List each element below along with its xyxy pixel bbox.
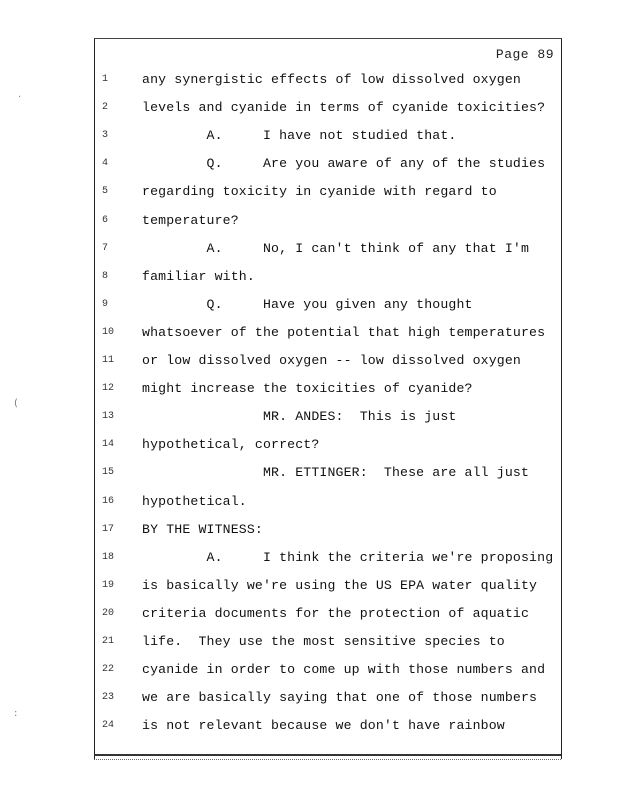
transcript-line bbox=[0, 435, 618, 455]
line-text: familiar with. bbox=[142, 268, 255, 284]
line-number: 6 bbox=[102, 214, 109, 226]
line-text: whatsoever of the potential that high temperatures bbox=[142, 324, 546, 340]
transcript-line bbox=[0, 407, 618, 427]
line-number: 8 bbox=[102, 270, 109, 282]
line-text: Q. Are you aware of any of the studies bbox=[142, 156, 546, 172]
transcript-line bbox=[0, 548, 618, 568]
line-number: 9 bbox=[102, 298, 109, 310]
line-number: 15 bbox=[102, 467, 115, 479]
scan-mark: ( bbox=[14, 398, 18, 409]
line-number: 7 bbox=[102, 242, 109, 254]
line-number: 13 bbox=[102, 411, 115, 423]
line-text: life. They use the most sensitive species to bbox=[142, 634, 505, 649]
scan-mark: : bbox=[14, 708, 18, 719]
transcript-line bbox=[0, 154, 618, 174]
line-number: 3 bbox=[102, 130, 109, 142]
transcript-line bbox=[0, 70, 618, 90]
line-text: levels and cyanide in terms of cyanide toxicities? bbox=[142, 100, 546, 116]
line-text: is basically we're using the US EPA water quality bbox=[142, 577, 538, 593]
line-number: 16 bbox=[102, 495, 115, 507]
line-number: 24 bbox=[102, 720, 115, 732]
line-number: 10 bbox=[102, 326, 115, 338]
page-bottom-rule bbox=[94, 754, 561, 756]
line-text: Q. Have you given any thought bbox=[142, 296, 473, 312]
transcript-line bbox=[0, 98, 618, 118]
transcript-line bbox=[0, 716, 618, 736]
line-text: hypothetical. bbox=[142, 493, 247, 509]
line-text: we are basically saying that one of those numbers bbox=[142, 690, 538, 706]
line-number: 14 bbox=[102, 439, 115, 451]
line-text: any synergistic effects of low dissolved oxygen bbox=[142, 72, 521, 87]
transcript-line bbox=[0, 351, 618, 371]
line-number: 20 bbox=[102, 607, 115, 619]
transcript-line bbox=[0, 632, 618, 652]
line-number: 4 bbox=[102, 158, 109, 170]
transcript-line bbox=[0, 295, 618, 315]
transcript-line bbox=[0, 463, 618, 483]
line-text: A. I think the criteria we're proposing bbox=[142, 549, 554, 565]
line-number: 23 bbox=[102, 692, 115, 704]
line-number: 2 bbox=[102, 102, 109, 114]
transcript-line bbox=[0, 239, 618, 259]
line-number: 21 bbox=[102, 636, 115, 647]
line-text: A. I have not studied that. bbox=[142, 128, 457, 144]
scan-mark: · bbox=[18, 92, 22, 103]
line-text: regarding toxicity in cyanide with regard to bbox=[142, 184, 497, 200]
line-text: MR. ETTINGER: These are all just bbox=[142, 465, 530, 481]
transcript-line bbox=[0, 267, 618, 287]
line-number: 1 bbox=[102, 74, 109, 85]
line-number: 11 bbox=[102, 355, 115, 366]
line-text: or low dissolved oxygen -- low dissolved oxygen bbox=[142, 353, 521, 368]
line-text: might increase the toxicities of cyanide? bbox=[142, 381, 473, 397]
line-text: A. No, I can't think of any that I'm bbox=[142, 240, 530, 256]
line-number: 12 bbox=[102, 383, 115, 395]
transcript-line bbox=[0, 492, 618, 512]
line-text: BY THE WITNESS: bbox=[142, 521, 263, 537]
transcript-line bbox=[0, 182, 618, 202]
transcript-line bbox=[0, 660, 618, 680]
page-bottom-rule-dotted bbox=[94, 759, 561, 760]
transcript-line bbox=[0, 520, 618, 540]
line-text: temperature? bbox=[142, 212, 239, 228]
transcript-line bbox=[0, 211, 618, 231]
line-text: is not relevant because we don't have rainbow bbox=[142, 718, 505, 734]
transcript-line bbox=[0, 126, 618, 146]
transcript-line bbox=[0, 604, 618, 624]
transcript-line bbox=[0, 323, 618, 343]
line-text: cyanide in order to come up with those numbers and bbox=[142, 662, 546, 678]
transcript-line bbox=[0, 576, 618, 596]
page-number: Page 89 bbox=[495, 47, 554, 62]
line-number: 19 bbox=[102, 579, 115, 591]
line-text: criteria documents for the protection of aquatic bbox=[142, 605, 530, 621]
line-text: hypothetical, correct? bbox=[142, 437, 320, 453]
transcript-line bbox=[0, 688, 618, 708]
line-number: 5 bbox=[102, 186, 109, 198]
line-number: 22 bbox=[102, 664, 115, 676]
line-number: 18 bbox=[102, 551, 115, 563]
line-number: 17 bbox=[102, 523, 115, 535]
line-text: MR. ANDES: This is just bbox=[142, 409, 457, 425]
transcript-line bbox=[0, 379, 618, 399]
